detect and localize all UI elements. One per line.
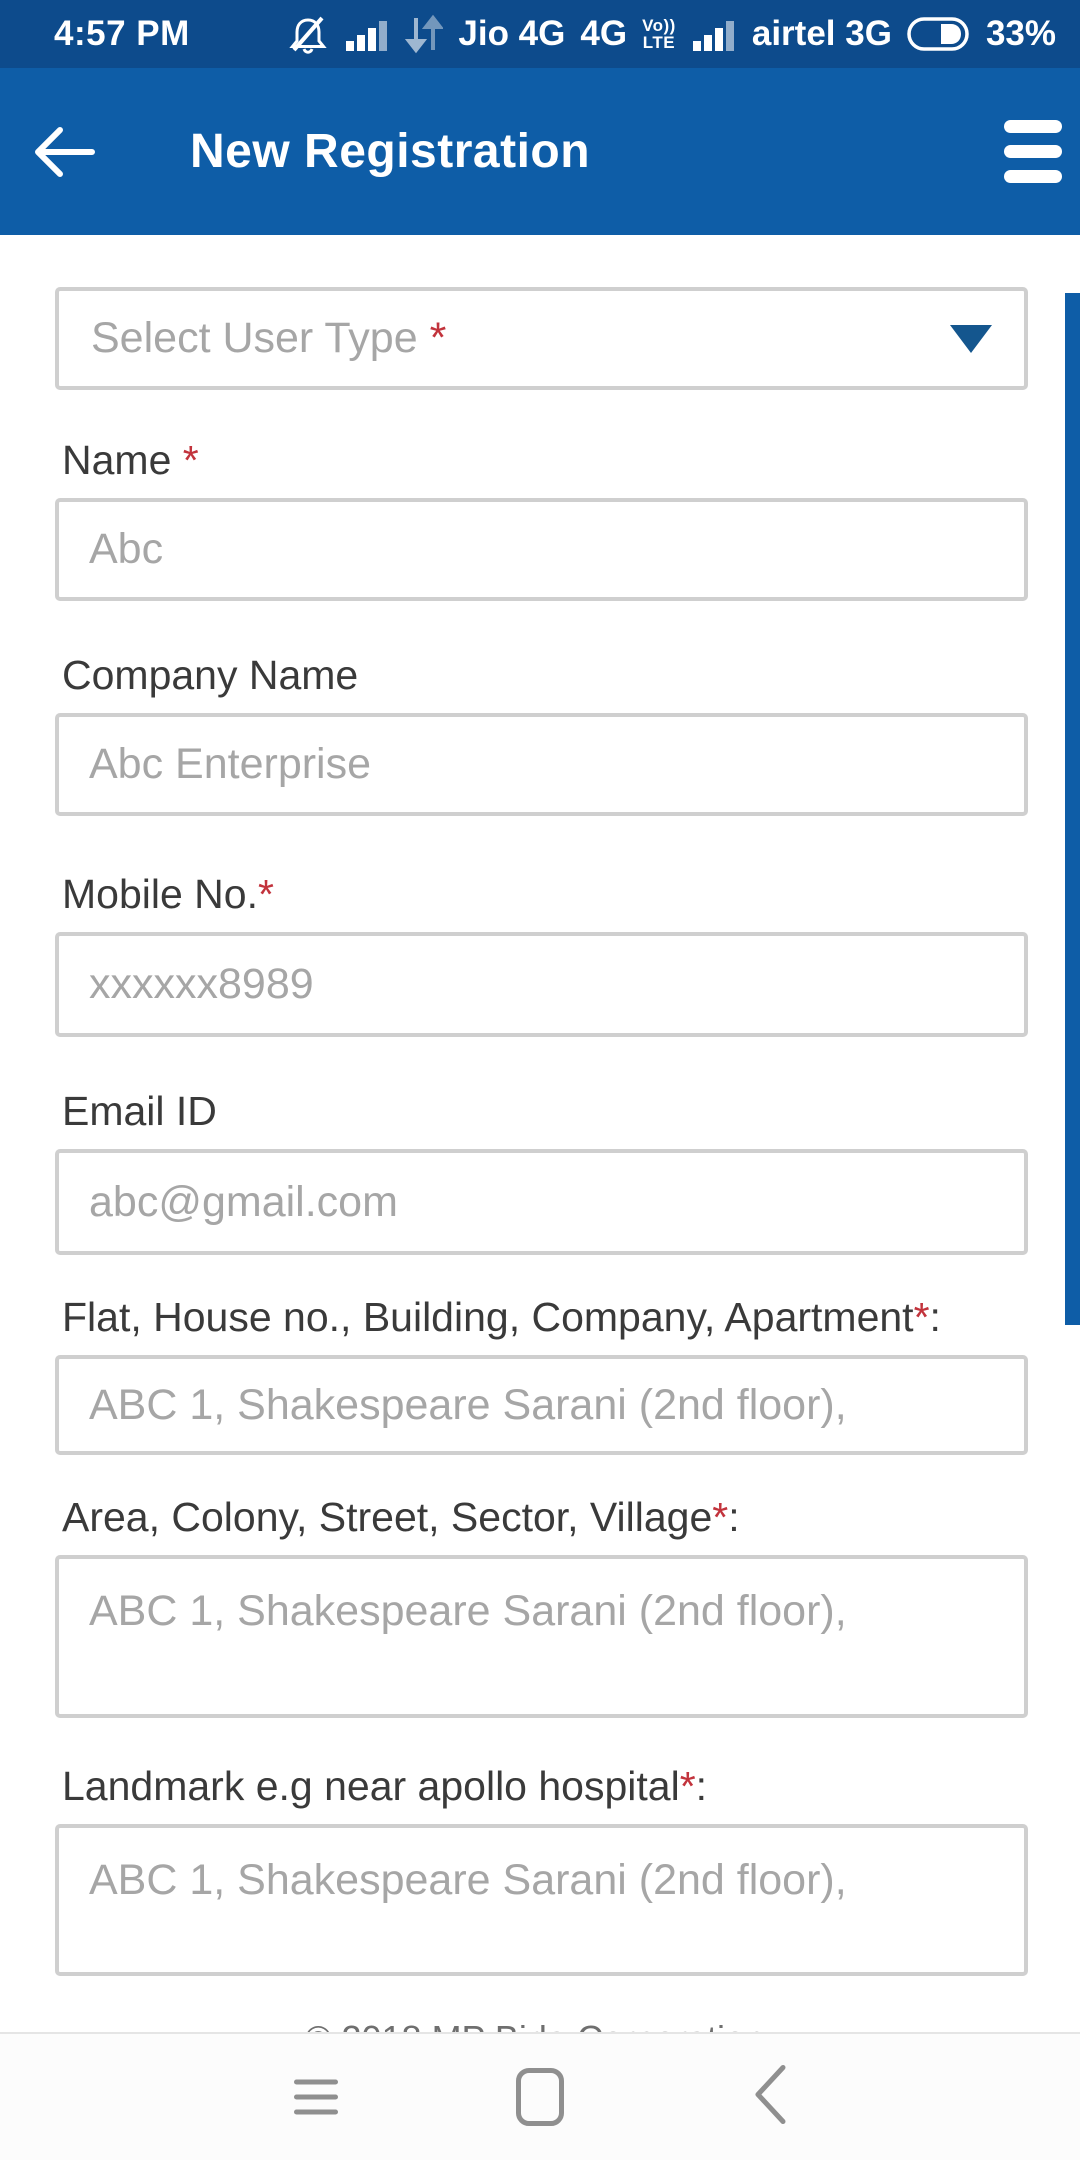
carrier-1-label: Jio 4G bbox=[458, 14, 566, 53]
user-type-select-placeholder: Select User Type * bbox=[91, 314, 447, 362]
recents-menu-icon bbox=[294, 2080, 338, 2085]
back-button[interactable] bbox=[28, 117, 98, 187]
page-title: New Registration bbox=[190, 125, 591, 178]
mobile-number-input[interactable] bbox=[55, 932, 1028, 1037]
area-street-label: Area, Colony, Street, Sector, Village*: bbox=[62, 1494, 740, 1540]
back-nav-button[interactable] bbox=[753, 2064, 787, 2131]
network-type-label: 4G bbox=[580, 14, 628, 53]
carrier-2-label: airtel 3G bbox=[751, 14, 892, 53]
flat-house-label: Flat, House no., Building, Company, Apartment*: bbox=[62, 1294, 941, 1340]
landmark-label: Landmark e.g near apollo hospital*: bbox=[62, 1763, 708, 1809]
volte-icon: Vo)) LTE bbox=[642, 16, 676, 52]
app-bar bbox=[0, 68, 1080, 235]
status-bar bbox=[0, 0, 1080, 68]
menu-button[interactable] bbox=[1004, 114, 1062, 189]
company-name-label: Company Name bbox=[62, 652, 359, 698]
battery-percent-label: 33% bbox=[985, 14, 1056, 53]
back-arrow-icon bbox=[30, 124, 96, 180]
navigation-bar bbox=[0, 2032, 1080, 2160]
battery-icon bbox=[907, 15, 971, 53]
name-input[interactable] bbox=[55, 498, 1028, 601]
name-label: Name * bbox=[62, 437, 199, 483]
registration-form bbox=[0, 287, 1080, 2060]
status-icons bbox=[287, 13, 1056, 55]
email-label: Email ID bbox=[62, 1088, 217, 1134]
signal-strength-icon bbox=[344, 15, 390, 53]
company-name-input[interactable] bbox=[55, 713, 1028, 816]
area-street-input[interactable] bbox=[55, 1555, 1028, 1718]
signal-strength-icon bbox=[691, 15, 737, 53]
muted-bell-icon bbox=[287, 13, 329, 55]
landmark-input[interactable] bbox=[55, 1824, 1028, 1976]
recents-button[interactable] bbox=[294, 2080, 338, 2115]
back-chevron-icon bbox=[753, 2064, 787, 2126]
dropdown-arrow-icon bbox=[950, 325, 992, 353]
email-input[interactable] bbox=[55, 1149, 1028, 1255]
scrollbar[interactable] bbox=[1065, 293, 1080, 1325]
home-button[interactable] bbox=[516, 2068, 564, 2126]
hamburger-menu-icon bbox=[1004, 120, 1062, 133]
flat-house-input[interactable] bbox=[55, 1355, 1028, 1455]
clock: 4:57 PM bbox=[54, 14, 190, 53]
user-type-select[interactable] bbox=[55, 287, 1028, 390]
data-activity-icon bbox=[405, 14, 443, 54]
mobile-number-label: Mobile No.* bbox=[62, 871, 274, 917]
